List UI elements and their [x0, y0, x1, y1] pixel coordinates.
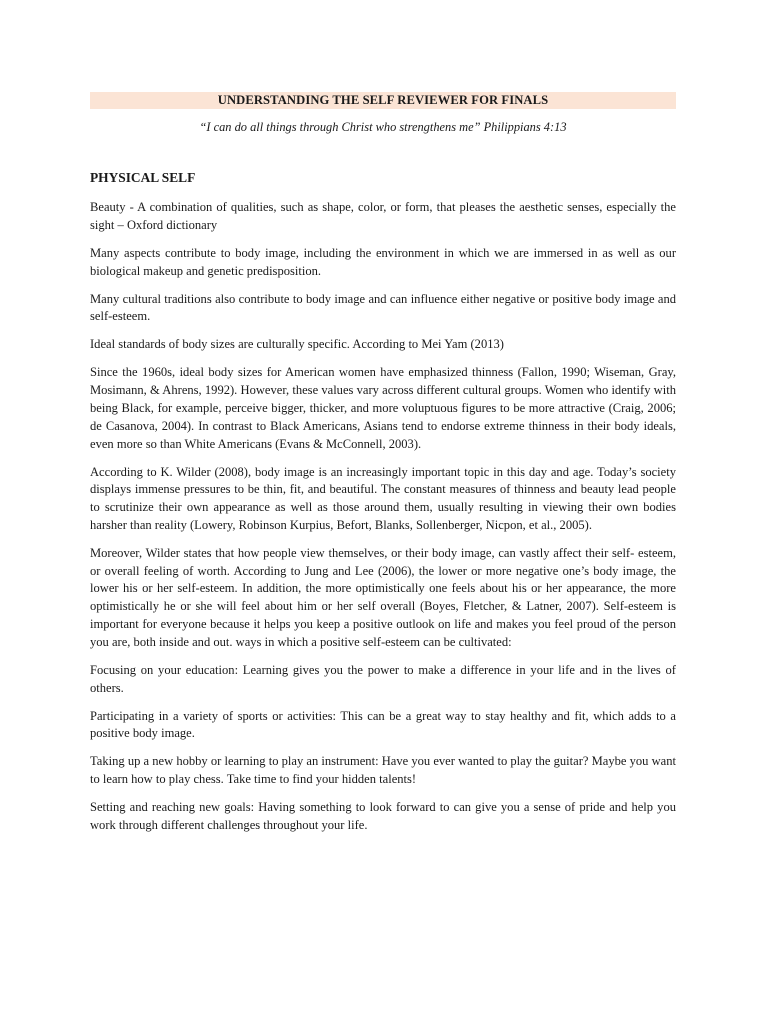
- paragraph-beauty-definition: Beauty - A combination of qualities, such as shape, color, or form, that pleases the aesthetic senses, especially the sight – Oxford dictionary: [90, 200, 676, 232]
- paragraph-sports: Participating in a variety of sports or activities: This can be a great way to stay healthy and fit, which adds to a positive body image.: [90, 708, 676, 741]
- paragraph-self-esteem: Moreover, Wilder states that how people view themselves, or their body image, can vastly affect their self- esteem, or overall feeling of worth. According to Jung and Lee (2006), the lower or more negative one’s body image, the lower his or her self-esteem. In addition, the more optimistically one feels about his or her appearance, the more optimistically he or she will feel about him or her self overall (Boyes, Fletcher, & Latner, 2007). Self-esteem is important for everyone because it helps you keep a positive outlook on life and makes you feel proud of the person you are, both inside and out. ways in which a positive self-esteem can be cultivated:: [90, 545, 676, 649]
- document-page: [90, 92, 676, 835]
- paragraph-wilder-2008: According to K. Wilder (2008), body image is an increasingly important topic in this day and age. Today’s society displays immense pressures to be thin, fit, and beautiful. The constant measures of thinness and beauty lead people to scrutinize their own appearance as well as those around them, usually resulting in viewing their own bodies harsher than reality (Lowery, Robinson Kurpius, Befort, Blanks, Sollenberger, Nicpon, et al., 2005).: [90, 464, 676, 532]
- paragraph-education: Focusing on your education: Learning gives you the power to make a difference in your life and in the lives of others.: [90, 662, 676, 695]
- paragraph-hobby: Taking up a new hobby or learning to play an instrument: Have you ever wanted to play the guitar? Maybe you want to learn how to play chess. Take time to find your hidden talents!: [90, 754, 676, 787]
- paragraph-body-image-aspects: Many aspects contribute to body image, including the environment in which we are immersed in as well as our biological makeup and genetic predisposition.: [90, 245, 676, 278]
- paragraph-since-1960s: Since the 1960s, ideal body sizes for American women have emphasized thinness (Fallon, 1990; Wiseman, Gray, Mosimann, & Ahrens, 1992). However, these values vary across different cultural groups. Women who identify with being Black, for example, perceive bigger, thicker, and more voluptuous figures to be more attractive (Craig, 2006; de Casanova, 2004). In contrast to Black Americans, Asians tend to endorse extreme thinness in their body ideals, even more so than White Americans (Evans & McConnell, 2003).: [90, 365, 676, 451]
- paragraph-ideal-standards: Ideal standards of body sizes are culturally specific. According to Mei Yam (2013): [90, 337, 504, 352]
- section-heading: PHYSICAL SELF: [90, 170, 196, 185]
- paragraph-cultural-traditions: Many cultural traditions also contribute to body image and can influence either negative or positive body image and self-esteem.: [90, 291, 676, 324]
- paragraph-goals: Setting and reaching new goals: Having something to look forward to can give you a sense of pride and help you work through different challenges throughout your life.: [90, 800, 676, 832]
- document-title: UNDERSTANDING THE SELF REVIEWER FOR FINALS: [90, 92, 676, 109]
- bible-quote: “I can do all things through Christ who strengthens me” Philippians 4:13: [199, 120, 567, 134]
